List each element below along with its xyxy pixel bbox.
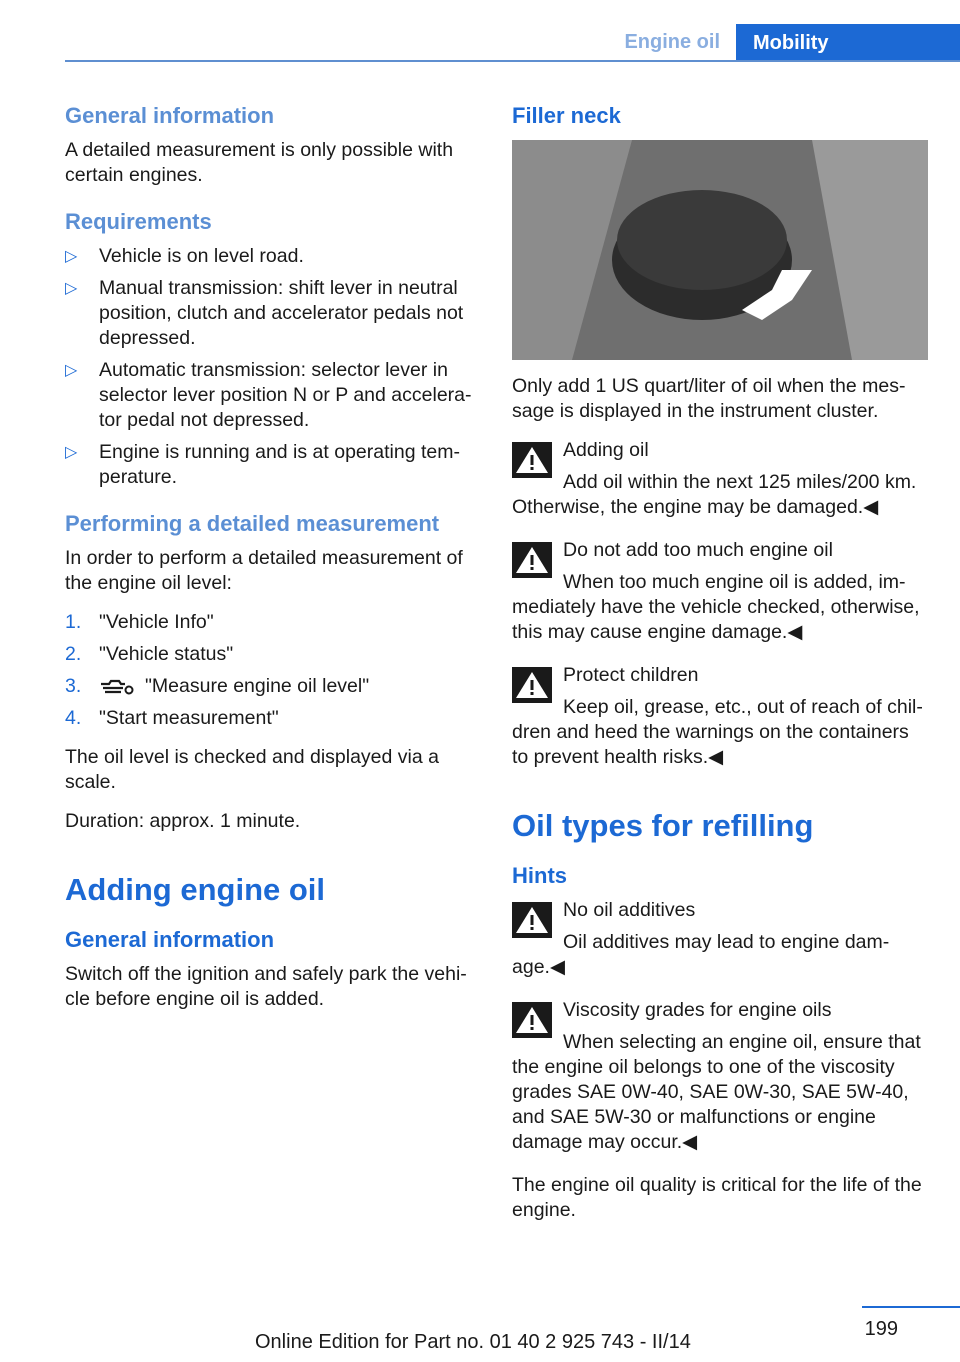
warning-triangle-icon [512, 902, 552, 938]
filler-neck-photo [512, 140, 928, 360]
list-item: ▷ Vehicle is on level road. [65, 245, 304, 267]
quality-text: The engine oil quality is critical for the life of the engine. [512, 1174, 922, 1221]
list-item: 3. "Measure engine oil level" [65, 675, 370, 697]
warning-title: Adding oil [563, 439, 649, 461]
general-info-heading: General information [65, 103, 275, 128]
section-tab[interactable]: Engine oil [624, 31, 720, 53]
header-rule [65, 60, 960, 62]
filler-text: Only add 1 US quart/liter of oil when the mes-sage is displayed in the instrument cluster. [512, 375, 906, 422]
page-header [65, 24, 960, 62]
page-number: 199 [864, 1318, 898, 1340]
bullet-triangle-icon: ▷ [65, 362, 78, 379]
right-column [512, 100, 928, 1237]
warning-triangle-icon [512, 1002, 552, 1038]
list-item: ▷ Engine is running and is at operating tem-perature. [65, 441, 460, 488]
list-item: 1. "Vehicle Info" [65, 611, 214, 633]
duration-text: Duration: approx. 1 minute. [65, 810, 301, 832]
list-item: 2. "Vehicle status" [65, 643, 234, 665]
adding-oil-heading: Adding engine oil [65, 872, 326, 907]
requirements-list [65, 244, 477, 490]
warning-note: Do not add too much engine oil When too much engine oil is added, im- mediately have the vehicle checked, otherwise, this may cause engine damage.◀ [512, 538, 928, 645]
left-column [65, 100, 477, 1026]
adding-general-text: Switch off the ignition and safely park the vehi-cle before engine oil is added. [65, 963, 467, 1010]
list-item: ▷ Manual transmission: shift lever in neutral position, clutch and accelerator pedals not depressed. [65, 277, 464, 349]
warning-note: Protect children Keep oil, grease, etc., out of reach of chil- dren and heed the warnings on the containers to prevent health risks.◀ [512, 663, 928, 770]
bullet-triangle-icon: ▷ [65, 444, 78, 461]
filler-neck-heading: Filler neck [512, 103, 621, 128]
warning-title: Do not add too much engine oil [563, 539, 833, 561]
warning-triangle-icon [512, 542, 552, 578]
warning-title: Viscosity grades for engine oils [563, 999, 832, 1021]
list-item: ▷ Automatic transmission: selector lever in selector lever position N or P and accelera-tor pedal not depressed. [65, 359, 472, 431]
result-text: The oil level is checked and displayed via a scale. [65, 746, 439, 793]
warning-note: No oil additives Oil additives may lead to engine dam- age.◀ [512, 898, 928, 980]
oil-types-heading: Oil types for refilling [512, 808, 814, 843]
warning-note: Viscosity grades for engine oils When selecting an engine oil, ensure that the engine oil belongs to one of the viscosity grades SAE 0W-40, SAE 0W-30, SAE 5W-40, and SAE 5W-30 or malfunctions or engine damage may occur.◀ [512, 998, 928, 1155]
bullet-triangle-icon: ▷ [65, 248, 78, 265]
car-oil-icon [99, 678, 135, 696]
edition-footer: Online Edition for Part no. 01 40 2 925 743 - II/14 [255, 1331, 691, 1353]
requirements-heading: Requirements [65, 209, 212, 234]
hints-heading: Hints [512, 863, 567, 888]
general-info-text: A detailed measurement is only possible with certain engines. [65, 139, 454, 186]
measurement-steps [65, 610, 477, 731]
bullet-triangle-icon: ▷ [65, 280, 78, 297]
adding-general-heading: General information [65, 927, 275, 952]
detailed-intro: In order to perform a detailed measurement of the engine oil level: [65, 547, 463, 594]
footer-rule [862, 1306, 960, 1308]
warning-note: Adding oil Add oil within the next 125 miles/200 km. Otherwise, the engine may be damaged.◀ [512, 438, 928, 520]
warning-triangle-icon [512, 442, 552, 478]
detailed-measurement-heading: Performing a detailed measurement [65, 511, 440, 536]
list-item: 4. "Start measurement" [65, 707, 279, 729]
warning-title: No oil additives [563, 899, 696, 921]
warning-title: Protect children [563, 664, 699, 686]
warning-triangle-icon [512, 667, 552, 703]
chapter-tab[interactable]: Mobility [736, 24, 960, 62]
